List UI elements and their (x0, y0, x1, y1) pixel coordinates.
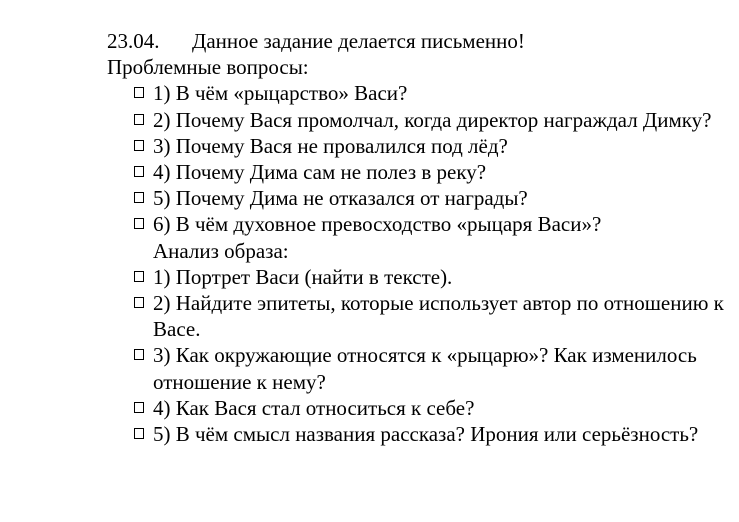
list-item (107, 395, 732, 421)
checkbox-square-icon (134, 87, 144, 98)
list-item-text: 3) Как окружающие относятся к «рыцарю»? Как изменилось отношение к нему? (153, 343, 697, 394)
list-item (107, 185, 732, 211)
list-item (107, 211, 732, 237)
list-item (107, 133, 732, 159)
list-item-text: 5) Почему Дима не отказался от награды? (153, 186, 528, 211)
checkbox-square-icon (134, 192, 144, 203)
section-title-problem-questions: Проблемные вопросы: (107, 55, 309, 80)
list-item (107, 80, 732, 106)
list-item-text: 4) Как Вася стал относиться к себе? (153, 395, 475, 420)
checkbox-square-icon (134, 166, 144, 177)
checkbox-square-icon (134, 114, 144, 125)
header-line (107, 28, 732, 54)
list-item-text: 4) Почему Дима сам не полез в реку? (153, 160, 487, 185)
checkbox-square-icon (134, 402, 144, 413)
list-item (107, 342, 732, 394)
list-item (107, 159, 732, 185)
list-item-text: 6) В чём духовное превосходство «рыцаря Васи»? (153, 212, 602, 237)
list-item (107, 264, 732, 290)
assignment-note: Данное задание делается письменно! (192, 29, 525, 53)
checkbox-square-icon (134, 218, 144, 229)
list-item (107, 421, 732, 447)
checkbox-square-icon (134, 428, 144, 439)
list-item-text: 5) В чём смысл названия рассказа? Ирония или серьёзность? (153, 422, 699, 447)
checkbox-square-icon (134, 271, 144, 282)
checkbox-square-icon (134, 297, 144, 308)
list-item-text: 2) Найдите эпитеты, которые использует автор по отношению к Васе. (153, 291, 724, 342)
list-item-text: 1) Портрет Васи (найти в тексте). (153, 264, 453, 289)
list-item (107, 107, 732, 133)
list-item-text: 3) Почему Вася не провалился под лёд? (153, 133, 508, 158)
checkbox-square-icon (134, 349, 144, 360)
section-title-image-analysis: Анализ образа: (153, 238, 289, 263)
list-item-text: 1) В чём «рыцарство» Васи? (153, 81, 408, 106)
lesson-date: 23.04. (107, 29, 160, 53)
document-page (107, 28, 732, 447)
list-item (107, 290, 732, 342)
list-item-text: 2) Почему Вася промолчал, когда директор награждал Димку? (153, 107, 712, 132)
checkbox-square-icon (134, 140, 144, 151)
